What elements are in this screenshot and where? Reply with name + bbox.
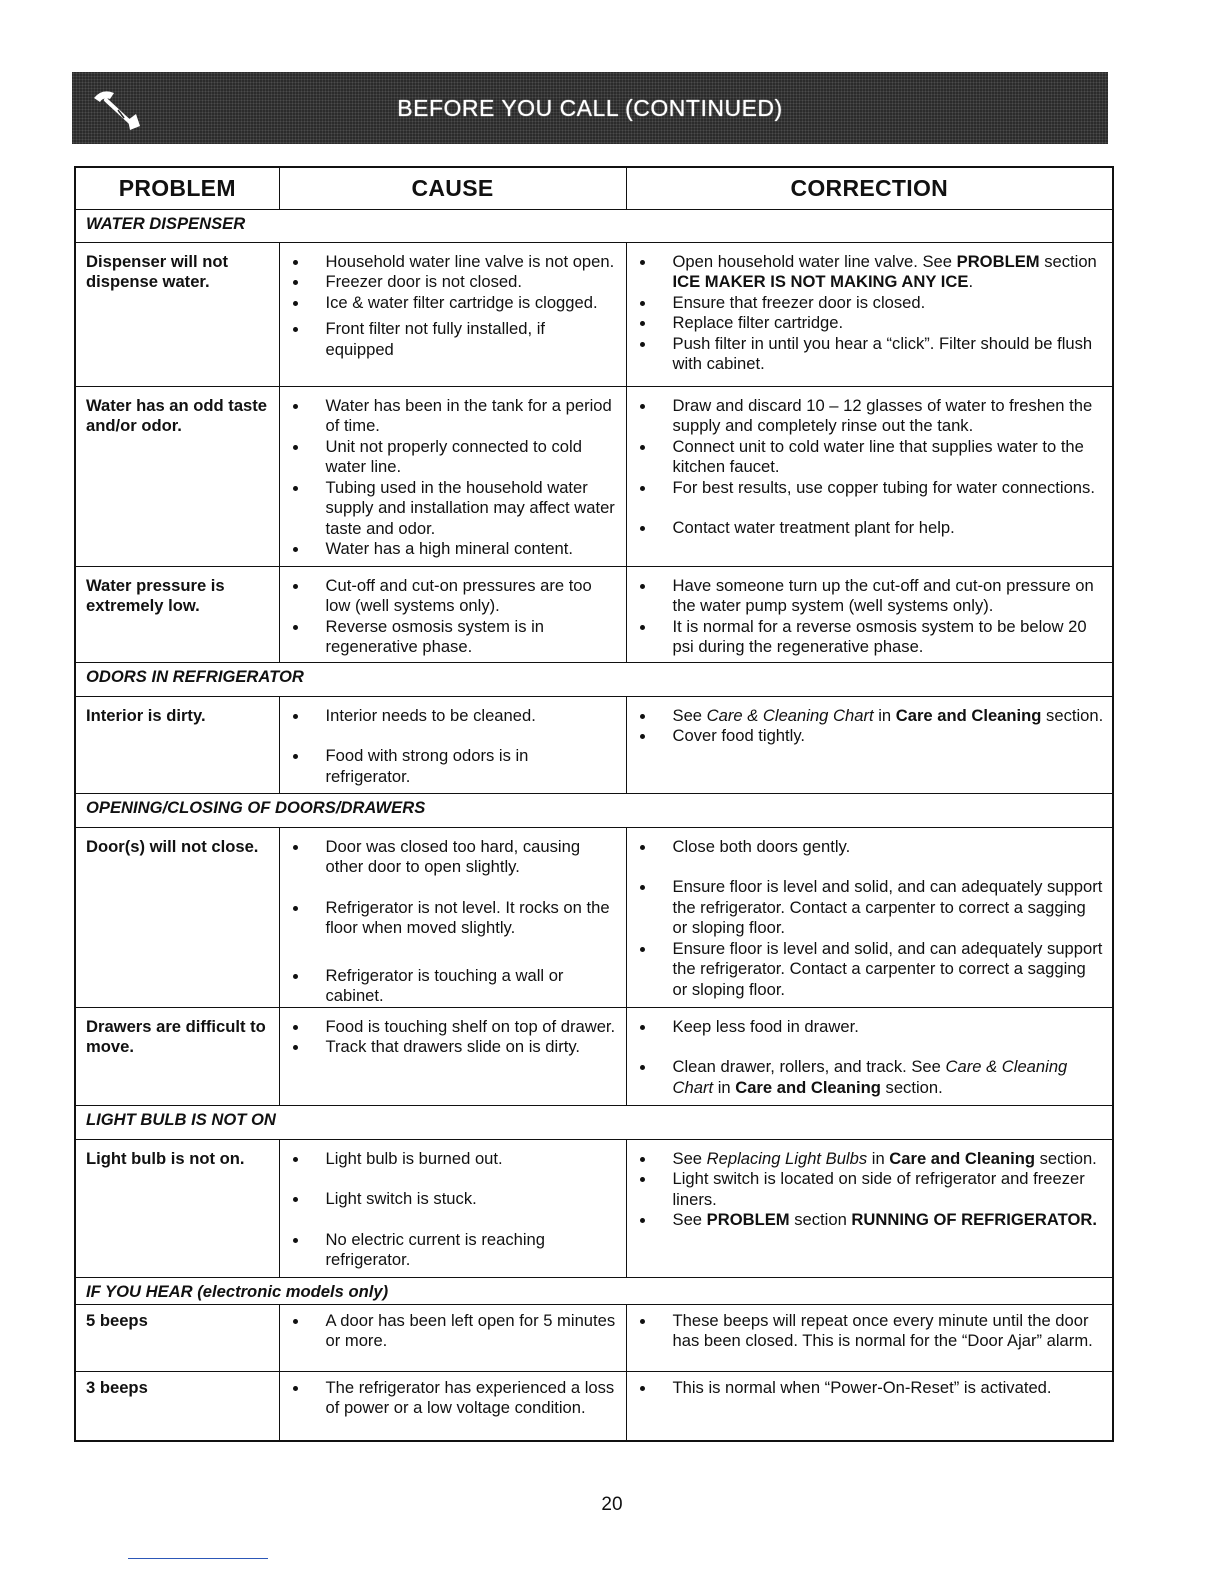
correction-cell [626,566,1113,662]
correction-item: Open household water line valve. See PROBLEM section ICE MAKER IS NOT MAKING ANY ICE. [627,252,1105,293]
cause-item: Refrigerator is touching a wall or cabinet. [280,966,618,1007]
cause-item: Water has been in the tank for a period of time. [280,396,618,437]
correction-item: See PROBLEM section RUNNING OF REFRIGERATOR. [627,1210,1105,1231]
table-row [75,1304,1113,1371]
bottom-divider [128,1558,268,1559]
cause-cell [279,1371,626,1441]
correction-item: For best results, use copper tubing for water connections. [627,478,1105,499]
correction-item: These beeps will repeat once every minute until the door has been closed. This is normal for the “Door Ajar” alarm. [627,1311,1105,1352]
section-row [75,1105,1113,1139]
cause-item: Freezer door is not closed. [280,272,618,293]
correction-item: Ensure floor is level and solid, and can adequately support the refrigerator. Contact a carpenter to correct a sagging or sloping floor. [627,877,1105,939]
cause-item: Track that drawers slide on is dirty. [280,1037,618,1058]
correction-cell [626,1304,1113,1371]
cause-item: The refrigerator has experienced a loss of power or a low voltage condition. [280,1378,618,1419]
correction-item: Clean drawer, rollers, and track. See Care & Cleaning Chart in Care and Cleaning section. [627,1057,1105,1098]
correction-item: Close both doors gently. [627,837,1105,858]
correction-item: Replace filter cartridge. [627,313,1105,334]
problem-cell: Water pressure is extremely low. [75,566,279,662]
table-row [75,1371,1113,1441]
cause-item: No electric current is reaching refrigerator. [280,1230,618,1271]
cause-item: Ice & water filter cartridge is clogged. [280,293,618,314]
correction-item: See Care & Cleaning Chart in Care and Cleaning section. [627,706,1105,727]
problem-cell: Door(s) will not close. [75,827,279,1007]
correction-item: Contact water treatment plant for help. [627,518,1105,539]
cause-cell [279,696,626,793]
problem-cell: Dispenser will not dispense water. [75,242,279,386]
page-banner [72,72,1108,144]
cause-cell [279,1139,626,1277]
correction-cell [626,1371,1113,1441]
section-row [75,662,1113,696]
correction-cell [626,1139,1113,1277]
header-correction: CORRECTION [626,167,1113,209]
section-odors: ODORS IN REFRIGERATOR [75,662,1113,696]
cause-item: Reverse osmosis system is in regenerative phase. [280,617,618,658]
cause-cell [279,242,626,386]
cause-item: A door has been left open for 5 minutes or more. [280,1311,618,1352]
problem-cell: 3 beeps [75,1371,279,1441]
cause-item: Water has a high mineral content. [280,539,618,560]
section-doors: OPENING/CLOSING OF DOORS/DRAWERS [75,793,1113,827]
page-number: 20 [601,1494,623,1515]
cause-item: Front filter not fully installed, if equipped [280,319,618,360]
header-problem: PROBLEM [75,167,279,209]
header-row [75,167,1113,209]
correction-item: Ensure floor is level and solid, and can adequately support the refrigerator. Contact a carpenter to correct a sagging or sloping floor. [627,939,1105,1001]
cause-item: Cut-off and cut-on pressures are too low (well systems only). [280,576,618,617]
cause-item: Refrigerator is not level. It rocks on the floor when moved slightly. [280,898,618,939]
table-row [75,1007,1113,1105]
correction-cell [626,242,1113,386]
cause-item: Household water line valve is not open. [280,252,618,273]
correction-item: Keep less food in drawer. [627,1017,1105,1038]
table-row [75,827,1113,1007]
correction-item: Have someone turn up the cut-off and cut-on pressure on the water pump system (well systems only). [627,576,1105,617]
table-row [75,386,1113,566]
section-row [75,793,1113,827]
cause-item: Door was closed too hard, causing other door to open slightly. [280,837,618,878]
correction-cell [626,696,1113,793]
banner-title: BEFORE YOU CALL (CONTINUED) [397,94,783,121]
correction-item: It is normal for a reverse osmosis system to be below 20 psi during the regenerative phase. [627,617,1105,658]
section-water-dispenser: WATER DISPENSER [75,209,1113,242]
cause-item: Unit not properly connected to cold water line. [280,437,618,478]
header-cause: CAUSE [279,167,626,209]
problem-cell: 5 beeps [75,1304,279,1371]
section-row [75,209,1113,242]
cause-cell [279,827,626,1007]
problem-cell: Interior is dirty. [75,696,279,793]
cause-cell [279,1304,626,1371]
correction-item: Cover food tightly. [627,726,1105,747]
problem-cell: Water has an odd taste and/or odor. [75,386,279,566]
table-row [75,696,1113,793]
wrench-icon [88,84,148,136]
correction-cell [626,1007,1113,1105]
table-row [75,1139,1113,1277]
problem-cell: Drawers are difficult to move. [75,1007,279,1105]
section-row [75,1277,1113,1304]
table-row [75,242,1113,386]
correction-item: This is normal when “Power-On-Reset” is activated. [627,1378,1105,1399]
cause-cell [279,1007,626,1105]
problem-cell: Light bulb is not on. [75,1139,279,1277]
cause-item: Light bulb is burned out. [280,1149,618,1170]
table-row [75,566,1113,662]
correction-item: Light switch is located on side of refrigerator and freezer liners. [627,1169,1105,1210]
correction-cell [626,386,1113,566]
correction-item: Ensure that freezer door is closed. [627,293,1105,314]
cause-item: Light switch is stuck. [280,1189,618,1210]
cause-item: Food with strong odors is in refrigerator. [280,746,618,787]
troubleshooting-table [74,166,1114,1442]
cause-item: Interior needs to be cleaned. [280,706,618,727]
section-if-you-hear: IF YOU HEAR (electronic models only) [75,1277,1113,1304]
cause-cell [279,386,626,566]
correction-item: Draw and discard 10 – 12 glasses of water to freshen the supply and completely rinse out the tank. [627,396,1105,437]
correction-cell [626,827,1113,1007]
cause-item: Tubing used in the household water supply and installation may affect water taste and odor. [280,478,618,540]
troubleshooting-table-wrapper [74,166,1112,1439]
correction-item: Connect unit to cold water line that supplies water to the kitchen faucet. [627,437,1105,478]
correction-item: Push filter in until you hear a “click”. Filter should be flush with cabinet. [627,334,1105,375]
cause-cell [279,566,626,662]
correction-item: See Replacing Light Bulbs in Care and Cleaning section. [627,1149,1105,1170]
cause-item: Food is touching shelf on top of drawer. [280,1017,618,1038]
section-light-bulb: LIGHT BULB IS NOT ON [75,1105,1113,1139]
